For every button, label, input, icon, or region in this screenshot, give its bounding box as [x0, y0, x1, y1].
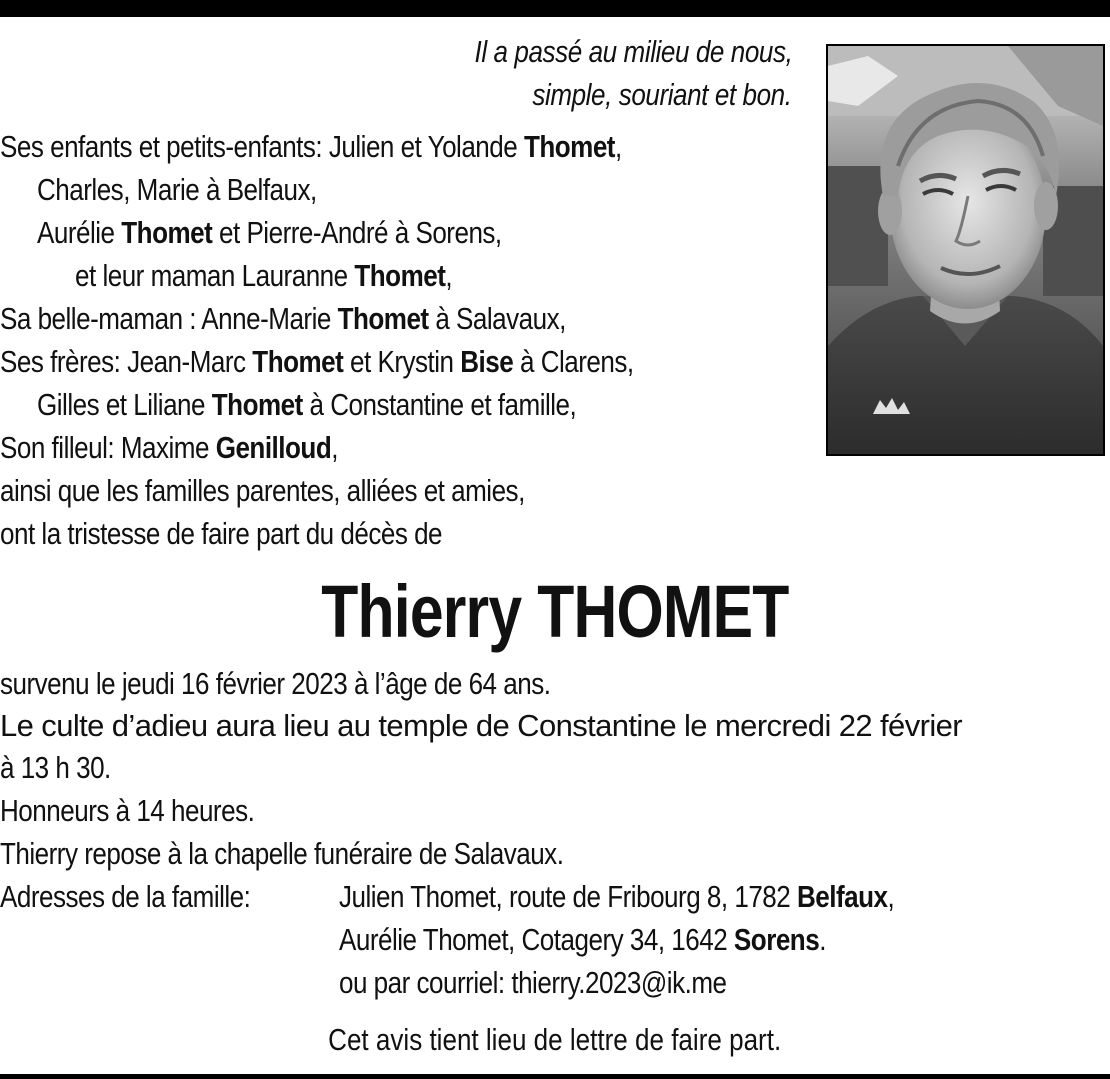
family-line-aurelie: Aurélie Thomet et Pierre-André à Sorens, [37, 215, 502, 250]
quote-line-1: Il a passé au milieu de nous, [474, 34, 792, 69]
deceased-name: Thierry THOMET [321, 570, 789, 653]
address-aurelie: Aurélie Thomet, Cotagery 34, 1642 Sorens. [339, 922, 826, 957]
address-julien: Julien Thomet, route de Fribourg 8, 1782 Belfaux, [339, 879, 895, 914]
quote-line-2: simple, souriant et bon. [532, 77, 792, 112]
bottom-rule [0, 1074, 1110, 1079]
family-line-gilles: Gilles et Liliane Thomet à Constantine et famille, [37, 387, 577, 422]
portrait-photo [826, 44, 1105, 456]
family-line-children: Ses enfants et petits-enfants: Julien et Yolande Thomet, [0, 129, 622, 164]
detail-survenu: survenu le jeudi 16 février 2023 à l’âge de 64 ans. [0, 666, 551, 701]
address-label: Adresses de la famille: [0, 879, 251, 914]
family-line-familles: ainsi que les familles parentes, alliées et amies, [0, 473, 525, 508]
family-line-charles: Charles, Marie à Belfaux, [37, 172, 317, 207]
detail-repose: Thierry repose à la chapelle funéraire de Salavaux. [0, 836, 564, 871]
detail-honneurs: Honneurs à 14 heures. [0, 793, 255, 828]
family-line-belle-maman: Sa belle-maman : Anne-Marie Thomet à Salavaux, [0, 301, 566, 336]
family-line-tristesse: ont la tristesse de faire part du décès de [0, 516, 443, 551]
portrait-illustration [828, 46, 1103, 454]
detail-heure: à 13 h 30. [0, 750, 111, 785]
family-line-freres: Ses frères: Jean-Marc Thomet et Krystin Bise à Clarens, [0, 344, 634, 379]
detail-culte: Le culte d’adieu aura lieu au temple de Constantine le mercredi 22 février [0, 708, 962, 743]
top-rule [0, 0, 1110, 17]
family-line-lauranne: et leur maman Lauranne Thomet, [75, 258, 453, 293]
family-line-filleul: Son filleul: Maxime Genilloud, [0, 430, 338, 465]
footer-note: Cet avis tient lieu de lettre de faire part. [328, 1022, 782, 1057]
address-email: ou par courriel: thierry.2023@ik.me [339, 965, 727, 1000]
